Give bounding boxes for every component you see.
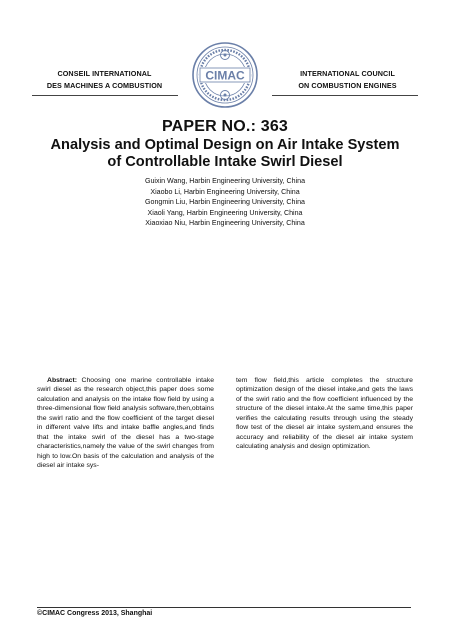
footer-copyright: ©CIMAC Congress 2013, Shanghai xyxy=(37,610,153,617)
abstract-text-right: tem flow field,this article completes the structure optimization design of the diesel intake,and gets the laws of the swirl ratio and the flow coefficient influenced by the structure of the diesel intake.At the same time,this paper verifies the calculating results through using the steady flow test of the diesel air intake system,and ensures the accuracy and reliability of the diesel air intake system calculating analysis and design optimization. xyxy=(236,377,413,451)
council-name-english xyxy=(275,68,420,92)
author-line: Xiaoli Yang, Harbin Engineering University, China xyxy=(147,208,303,217)
paper-title-line2: of Controllable Intake Swirl Diesel xyxy=(107,154,343,170)
logo-text: CIMAC xyxy=(205,68,245,83)
footer-rule xyxy=(37,607,411,608)
author-line: Gongmin Liu, Harbin Engineering University, China xyxy=(145,198,305,207)
paper-title-line1: Analysis and Optimal Design on Air Intake System xyxy=(50,137,400,153)
abstract-text-left: Choosing one marine controllable intake swirl diesel as the research object,this paper does some calculation and analysis on the intake flow field by using a three-dimensional flow field analysis software,then,obtains the swirl ratio and the flow coefficient of the target diesel in different valve lifts and intake baffle angles,and finds that the intake swirl of the diesel has a two-stage characteristics,namely the value of the swirl changes from high to low.On basis of the calculation and analysis of the diesel air intake sys- xyxy=(37,377,215,470)
author-line: Xiaoxiao Niu, Harbin Engineering University, China xyxy=(145,219,305,228)
header-rule-right xyxy=(272,95,418,96)
abstract-label: Abstract: xyxy=(47,377,78,384)
cimac-logo xyxy=(191,41,259,109)
paper-number: PAPER NO.: 363 xyxy=(161,118,289,135)
council-name-english-line1: INTERNATIONAL COUNCIL xyxy=(300,69,395,78)
council-name-french-line1: CONSEIL INTERNATIONAL xyxy=(57,69,152,78)
council-name-english-line2: ON COMBUSTION ENGINES xyxy=(298,81,397,90)
author-line: Guixin Wang, Harbin Engineering University, China xyxy=(144,177,306,185)
paper-title xyxy=(20,137,430,171)
header-rule-left xyxy=(32,95,178,96)
author-list xyxy=(0,176,450,229)
council-name-french xyxy=(32,68,177,92)
abstract-column-left xyxy=(37,376,214,471)
author-line: Xiaobo Li, Harbin Engineering University, China xyxy=(150,187,300,196)
council-name-french-line2: DES MACHINES A COMBUSTION xyxy=(46,81,163,90)
abstract-column-right xyxy=(236,376,413,452)
